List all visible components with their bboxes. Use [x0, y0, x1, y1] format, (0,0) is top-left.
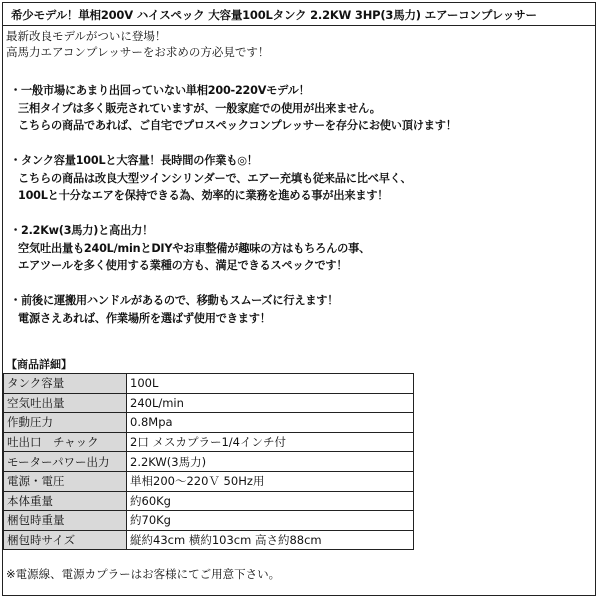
- table-row: [4, 374, 414, 394]
- table-row: [4, 491, 414, 511]
- feature-line: エアツールを多く使用する業種の方も、満足できるスペックです！: [18, 259, 348, 272]
- spec-value: 単相200～220Ｖ 50Hz用: [127, 471, 414, 491]
- spec-value: 約70Kg: [127, 511, 414, 531]
- spec-value: 2.2KW(3馬力): [127, 452, 414, 472]
- spec-value: 240L/min: [127, 393, 414, 413]
- table-row: [4, 530, 414, 550]
- feature-line: こちらの商品であれば、ご自宅でプロスペックコンプレッサーを存分にお使い頂けます！: [18, 119, 457, 132]
- feature-point: [10, 82, 457, 135]
- feature-line: 100Lと十分なエアを保持できる為、効率的に業務を進める事が出来ます！: [18, 189, 389, 202]
- spec-value: 2口 メスカプラー1/4インチ付: [127, 432, 414, 452]
- feature-points: [10, 82, 457, 345]
- spec-label: 本体重量: [4, 491, 127, 511]
- intro-line: 最新改良モデルがついに登場！: [6, 29, 167, 43]
- spec-value: 縦約43cm 横約103cm 高さ約88cm: [127, 530, 414, 550]
- spec-value: 約60Kg: [127, 491, 414, 511]
- footnote: ※電源線、電源カプラーはお客様にてご用意下さい。: [6, 567, 281, 581]
- feature-line: こちらの商品は改良大型ツインシリンダーで、エアー充填も従来品に比べ早く、: [18, 171, 412, 185]
- spec-label: 空気吐出量: [4, 393, 127, 413]
- feature-heading: ・前後に運搬用ハンドルがあるので、移動もスムーズに行えます！: [10, 294, 339, 307]
- feature-heading: ・2.2Kw(3馬力)と高出力！: [10, 224, 154, 237]
- spec-table: [3, 373, 414, 550]
- spec-value: 0.8Mpa: [127, 413, 414, 433]
- spec-label: 梱包時重量: [4, 511, 127, 531]
- spec-label: 電源・電圧: [4, 471, 127, 491]
- feature-point: [10, 292, 457, 327]
- intro-line: 高馬力エアコンプレッサーをお求めの方必見です！: [6, 45, 270, 59]
- table-row: [4, 393, 414, 413]
- feature-point: [10, 152, 457, 205]
- feature-heading: ・タンク容量100Lと大容量！長時間の作業も◎！: [10, 154, 258, 167]
- spec-label: 作動圧力: [4, 413, 127, 433]
- table-row: [4, 471, 414, 491]
- feature-line: 電源さえあれば、作業場所を選ばず使用できます！: [18, 311, 271, 325]
- feature-heading: ・一般市場にあまり出回っていない単相200-220Vモデル！: [10, 84, 310, 97]
- listing-title: 希少モデル！単相200V ハイスペック 大容量100Lタンク 2.2KW 3HP(3馬力) エアーコンプレッサー: [11, 8, 537, 22]
- spec-heading: 【商品詳細】: [6, 358, 72, 371]
- table-row: [4, 511, 414, 531]
- feature-point: [10, 222, 457, 275]
- spec-label: タンク容量: [4, 374, 127, 394]
- spec-label: モーターパワー出力: [4, 452, 127, 472]
- feature-line: 三相タイプは多く販売されていますが、一般家庭での使用が出来ません。: [18, 101, 381, 115]
- feature-line: 空気吐出量も240L/minとDIYやお車整備が趣味の方はもちろんの事、: [18, 241, 371, 255]
- spec-value: 100L: [127, 374, 414, 394]
- intro-text: [6, 28, 269, 60]
- spec-label: 梱包時サイズ: [4, 530, 127, 550]
- table-row: [4, 413, 414, 433]
- table-row: [4, 432, 414, 452]
- table-row: [4, 452, 414, 472]
- title-divider: [3, 25, 595, 26]
- spec-label: 吐出口 チャック: [4, 432, 127, 452]
